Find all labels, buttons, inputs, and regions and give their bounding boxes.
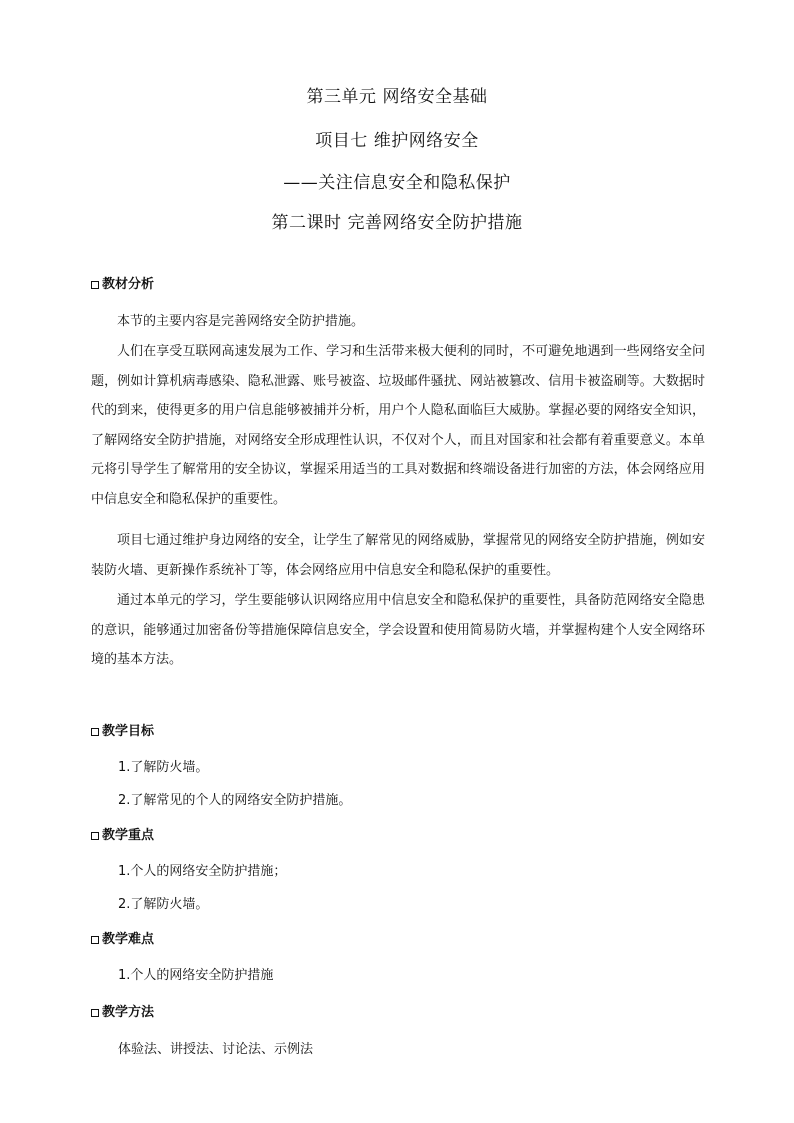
section-heading-text: 教学难点 [102,932,155,947]
goal-item-1: 1.了解防火墙。 [118,760,209,775]
checkbox-bullet-icon [91,728,99,736]
section-heading-goals [91,723,154,741]
analysis-paragraph-1: 本节的主要内容是完善网络安全防护措施。 [117,314,365,329]
section-heading-text: 教学重点 [102,828,155,843]
analysis-paragraph-3: 项目七通过维护身边网络的安全，让学生了解常见的网络威胁，掌握常见的网络安全防护措施，例如安装防火墙、更新操作系统补丁等，体会网络应用中信息安全和隐私保护的重要性。 [91,533,705,578]
difficulty-item-1: 1.个人的网络安全防护措施 [118,968,274,983]
section-heading-text: 教材分析 [102,277,155,292]
analysis-paragraph-4: 通过本单元的学习，学生要能够认识网络应用中信息安全和隐私保护的重要性，具备防范网络安全隐患的意识，能够通过加密备份等措施保障信息安全，学会设置和使用简易防火墙，并掌握构建个人安全网络环境的基本方法。 [91,593,705,667]
section-heading-analysis [91,276,154,294]
checkbox-bullet-icon [91,936,99,944]
method-item-1: 体验法、讲授法、讨论法、示例法 [118,1042,314,1057]
checkbox-bullet-icon [91,281,99,289]
section-heading-text: 教学目标 [102,724,155,739]
lesson-title: 第二课时 完善网络安全防护措施 [271,213,523,233]
checkbox-bullet-icon [91,1009,99,1017]
section-heading-key-points [91,827,154,845]
key-point-item-2: 2.了解防火墙。 [118,897,209,912]
goal-item-2: 2.了解常见的个人的网络安全防护措施。 [118,793,352,808]
section-heading-difficulties [91,931,154,949]
subtitle: ——关注信息安全和隐私保护 [283,173,511,193]
analysis-paragraph-2: 人们在享受互联网高速发展为工作、学习和生活带来极大便利的同时，不可避免地遇到一些网络安全问题，例如计算机病毒感染、隐私泄露、账号被盗、垃圾邮件骚扰、网站被篡改、信用卡被盗刷等。大数据时代的到来，使得更多的用户信息能够被捕并分析，用户个人隐私面临巨大威胁。掌握必要的网络安全知识，了解网络安全防护措施，对网络安全形成理性认识，不仅对个人，而且对国家和社会都有着重要意义。本单元将引导学生了解常用的安全协议，掌握采用适当的工具对数据和终端设备进行加密的方法，体会网络应用中信息安全和隐私保护的重要性。 [91,344,705,507]
section-heading-methods [91,1004,154,1022]
project-title: 项目七 维护网络安全 [315,131,479,151]
key-point-item-1: 1.个人的网络安全防护措施； [118,864,287,879]
checkbox-bullet-icon [91,832,99,840]
section-heading-text: 教学方法 [102,1005,155,1020]
unit-title: 第三单元 网络安全基础 [306,87,488,107]
